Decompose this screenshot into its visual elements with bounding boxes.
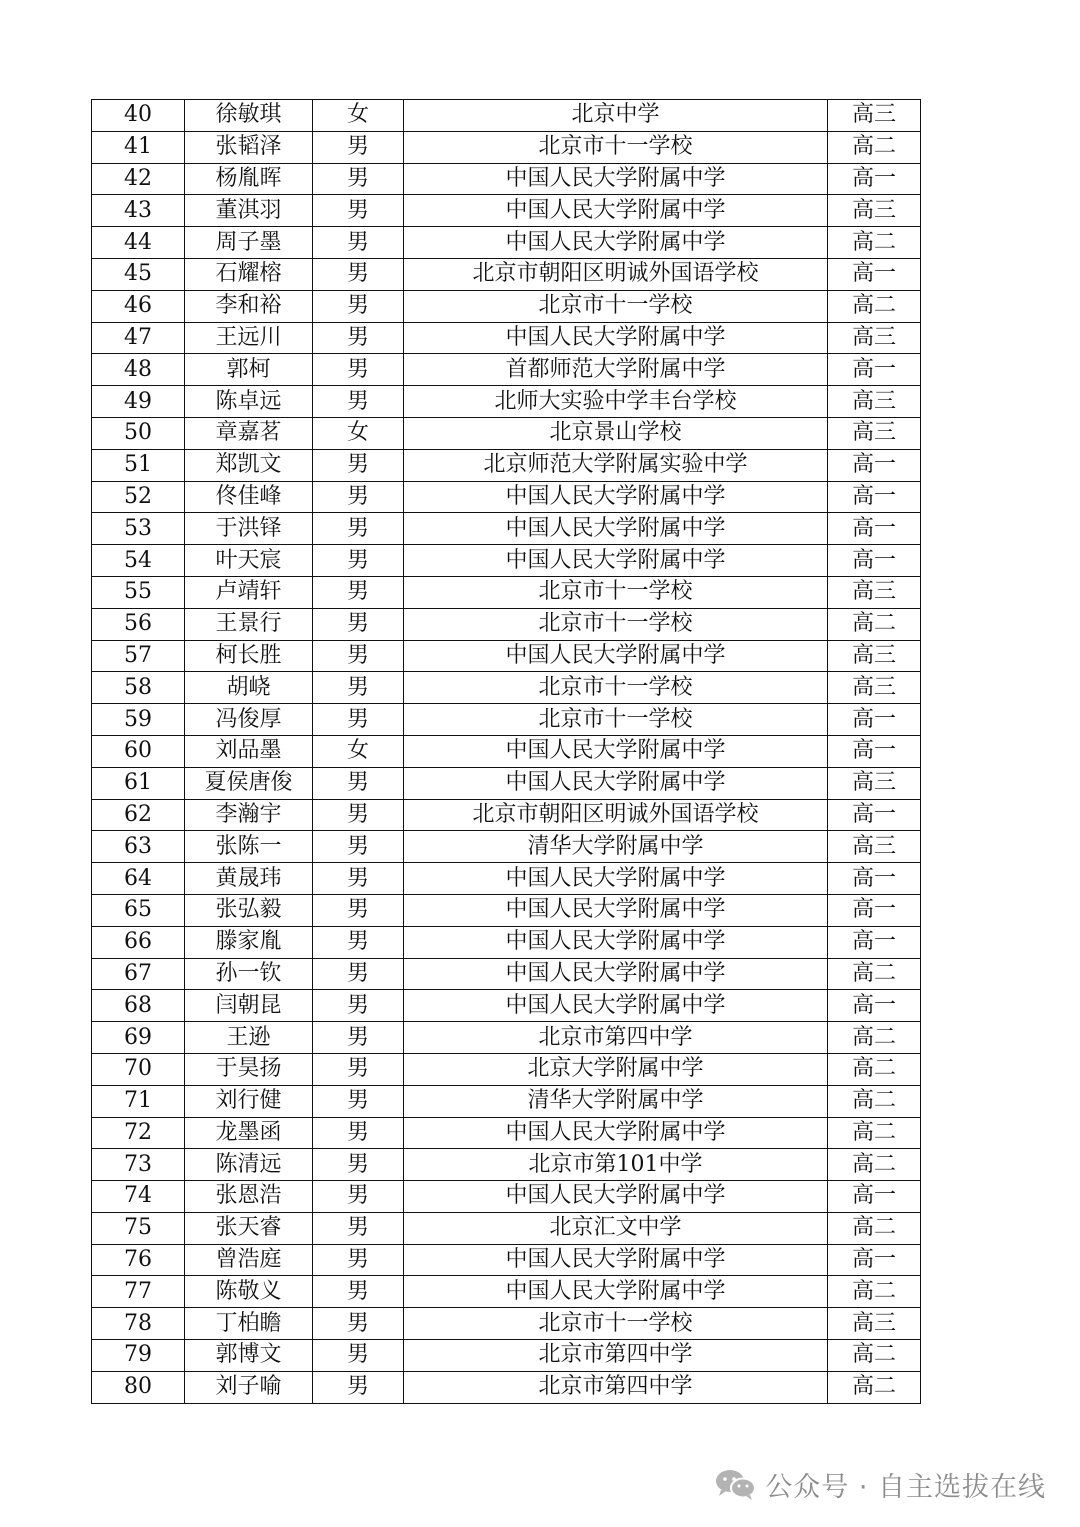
school-cell: 中国人民大学附属中学	[404, 990, 828, 1022]
row-number-cell: 52	[92, 481, 185, 513]
grade-cell: 高一	[828, 1244, 921, 1276]
student-name-cell: 石耀榕	[185, 258, 313, 290]
student-name-cell: 曾浩庭	[185, 1244, 313, 1276]
gender-cell: 男	[313, 831, 404, 863]
gender-cell: 男	[313, 894, 404, 926]
grade-cell: 高一	[828, 894, 921, 926]
grade-cell: 高三	[828, 100, 921, 132]
school-cell: 北京市十一学校	[404, 608, 828, 640]
table-row	[92, 1371, 921, 1403]
table-row	[92, 227, 921, 259]
school-cell: 中国人民大学附属中学	[404, 195, 828, 227]
row-number-cell: 53	[92, 513, 185, 545]
gender-cell: 男	[313, 1212, 404, 1244]
school-cell: 北京市朝阳区明诚外国语学校	[404, 258, 828, 290]
table-row	[92, 735, 921, 767]
student-name-cell: 刘子喻	[185, 1371, 313, 1403]
gender-cell: 男	[313, 131, 404, 163]
gender-cell: 男	[313, 1053, 404, 1085]
student-name-cell: 章嘉茗	[185, 417, 313, 449]
student-name-cell: 王远川	[185, 322, 313, 354]
row-number-cell: 67	[92, 958, 185, 990]
student-name-cell: 徐敏琪	[185, 100, 313, 132]
student-name-cell: 李和裕	[185, 290, 313, 322]
student-name-cell: 张韬泽	[185, 131, 313, 163]
row-number-cell: 79	[92, 1340, 185, 1372]
student-name-cell: 夏侯唐俊	[185, 767, 313, 799]
grade-cell: 高三	[828, 831, 921, 863]
grade-cell: 高二	[828, 1340, 921, 1372]
row-number-cell: 78	[92, 1308, 185, 1340]
table-row	[92, 1085, 921, 1117]
grade-cell: 高二	[828, 958, 921, 990]
student-name-cell: 陈卓远	[185, 386, 313, 418]
student-roster-table	[91, 99, 921, 1404]
table-row	[92, 608, 921, 640]
grade-cell: 高一	[828, 926, 921, 958]
school-cell: 首都师范大学附属中学	[404, 354, 828, 386]
table-row	[92, 672, 921, 704]
table-row	[92, 958, 921, 990]
grade-cell: 高三	[828, 322, 921, 354]
table-row	[92, 576, 921, 608]
table-row	[92, 100, 921, 132]
grade-cell: 高二	[828, 1149, 921, 1181]
gender-cell: 男	[313, 704, 404, 736]
row-number-cell: 69	[92, 1022, 185, 1054]
row-number-cell: 57	[92, 640, 185, 672]
gender-cell: 男	[313, 1308, 404, 1340]
school-cell: 中国人民大学附属中学	[404, 958, 828, 990]
grade-cell: 高二	[828, 608, 921, 640]
row-number-cell: 46	[92, 290, 185, 322]
school-cell: 北京中学	[404, 100, 828, 132]
school-cell: 中国人民大学附属中学	[404, 767, 828, 799]
school-cell: 清华大学附属中学	[404, 1085, 828, 1117]
grade-cell: 高三	[828, 672, 921, 704]
grade-cell: 高一	[828, 513, 921, 545]
gender-cell: 男	[313, 990, 404, 1022]
student-name-cell: 丁柏瞻	[185, 1308, 313, 1340]
gender-cell: 男	[313, 672, 404, 704]
student-name-cell: 陈敬义	[185, 1276, 313, 1308]
row-number-cell: 43	[92, 195, 185, 227]
student-name-cell: 郭博文	[185, 1340, 313, 1372]
grade-cell: 高一	[828, 735, 921, 767]
row-number-cell: 68	[92, 990, 185, 1022]
table-row	[92, 704, 921, 736]
gender-cell: 男	[313, 449, 404, 481]
row-number-cell: 70	[92, 1053, 185, 1085]
table-row	[92, 1212, 921, 1244]
row-number-cell: 61	[92, 767, 185, 799]
school-cell: 中国人民大学附属中学	[404, 227, 828, 259]
student-name-cell: 黄晟玮	[185, 863, 313, 895]
grade-cell: 高二	[828, 1371, 921, 1403]
gender-cell: 男	[313, 195, 404, 227]
grade-cell: 高一	[828, 799, 921, 831]
gender-cell: 男	[313, 481, 404, 513]
table-row	[92, 1117, 921, 1149]
gender-cell: 男	[313, 1117, 404, 1149]
gender-cell: 男	[313, 163, 404, 195]
row-number-cell: 65	[92, 894, 185, 926]
grade-cell: 高二	[828, 290, 921, 322]
grade-cell: 高一	[828, 449, 921, 481]
student-name-cell: 于昊扬	[185, 1053, 313, 1085]
row-number-cell: 44	[92, 227, 185, 259]
gender-cell: 男	[313, 1244, 404, 1276]
school-cell: 北京市十一学校	[404, 131, 828, 163]
school-cell: 北京市十一学校	[404, 290, 828, 322]
grade-cell: 高一	[828, 1181, 921, 1213]
school-cell: 中国人民大学附属中学	[404, 926, 828, 958]
school-cell: 中国人民大学附属中学	[404, 863, 828, 895]
table-row	[92, 163, 921, 195]
table-row	[92, 1308, 921, 1340]
school-cell: 中国人民大学附属中学	[404, 894, 828, 926]
student-name-cell: 刘品墨	[185, 735, 313, 767]
table-row	[92, 1149, 921, 1181]
gender-cell: 男	[313, 322, 404, 354]
table-row	[92, 1244, 921, 1276]
table-row	[92, 799, 921, 831]
student-name-cell: 刘行健	[185, 1085, 313, 1117]
watermark-text: 公众号 · 自主选拔在线	[765, 1471, 1046, 1503]
school-cell: 中国人民大学附属中学	[404, 640, 828, 672]
grade-cell: 高二	[828, 1276, 921, 1308]
grade-cell: 高一	[828, 863, 921, 895]
row-number-cell: 50	[92, 417, 185, 449]
wechat-icon	[713, 1467, 757, 1501]
row-number-cell: 63	[92, 831, 185, 863]
table-row	[92, 386, 921, 418]
gender-cell: 男	[313, 513, 404, 545]
student-name-cell: 李瀚宇	[185, 799, 313, 831]
school-cell: 中国人民大学附属中学	[404, 163, 828, 195]
row-number-cell: 48	[92, 354, 185, 386]
grade-cell: 高二	[828, 131, 921, 163]
watermark	[713, 1464, 1046, 1504]
table-row	[92, 417, 921, 449]
grade-cell: 高一	[828, 545, 921, 577]
grade-cell: 高一	[828, 481, 921, 513]
school-cell: 北京大学附属中学	[404, 1053, 828, 1085]
student-name-cell: 闫朝昆	[185, 990, 313, 1022]
school-cell: 中国人民大学附属中学	[404, 513, 828, 545]
student-name-cell: 王逊	[185, 1022, 313, 1054]
grade-cell: 高一	[828, 704, 921, 736]
table-row	[92, 354, 921, 386]
table-row	[92, 831, 921, 863]
table-row	[92, 1276, 921, 1308]
row-number-cell: 55	[92, 576, 185, 608]
school-cell: 中国人民大学附属中学	[404, 1276, 828, 1308]
student-name-cell: 卢靖轩	[185, 576, 313, 608]
table-row	[92, 1022, 921, 1054]
student-name-cell: 郭柯	[185, 354, 313, 386]
table-row	[92, 926, 921, 958]
school-cell: 中国人民大学附属中学	[404, 481, 828, 513]
table-row	[92, 990, 921, 1022]
student-name-cell: 董淇羽	[185, 195, 313, 227]
row-number-cell: 76	[92, 1244, 185, 1276]
row-number-cell: 56	[92, 608, 185, 640]
school-cell: 北京市十一学校	[404, 1308, 828, 1340]
row-number-cell: 51	[92, 449, 185, 481]
gender-cell: 男	[313, 290, 404, 322]
row-number-cell: 75	[92, 1212, 185, 1244]
row-number-cell: 40	[92, 100, 185, 132]
table-row	[92, 513, 921, 545]
student-name-cell: 杨胤晖	[185, 163, 313, 195]
row-number-cell: 77	[92, 1276, 185, 1308]
table-row	[92, 195, 921, 227]
gender-cell: 男	[313, 799, 404, 831]
table-row	[92, 290, 921, 322]
school-cell: 中国人民大学附属中学	[404, 1244, 828, 1276]
school-cell: 中国人民大学附属中学	[404, 1181, 828, 1213]
row-number-cell: 45	[92, 258, 185, 290]
gender-cell: 男	[313, 227, 404, 259]
table-row	[92, 1053, 921, 1085]
gender-cell: 男	[313, 1276, 404, 1308]
table-row	[92, 131, 921, 163]
gender-cell: 男	[313, 1085, 404, 1117]
student-name-cell: 冯俊厚	[185, 704, 313, 736]
gender-cell: 男	[313, 576, 404, 608]
school-cell: 北京景山学校	[404, 417, 828, 449]
gender-cell: 男	[313, 1022, 404, 1054]
gender-cell: 男	[313, 608, 404, 640]
school-cell: 北京师范大学附属实验中学	[404, 449, 828, 481]
gender-cell: 男	[313, 1181, 404, 1213]
school-cell: 北京市第四中学	[404, 1371, 828, 1403]
table-row	[92, 481, 921, 513]
grade-cell: 高三	[828, 195, 921, 227]
school-cell: 中国人民大学附属中学	[404, 735, 828, 767]
school-cell: 北京市朝阳区明诚外国语学校	[404, 799, 828, 831]
grade-cell: 高二	[828, 1117, 921, 1149]
grade-cell: 高一	[828, 354, 921, 386]
student-name-cell: 郑凯文	[185, 449, 313, 481]
row-number-cell: 64	[92, 863, 185, 895]
grade-cell: 高三	[828, 767, 921, 799]
row-number-cell: 47	[92, 322, 185, 354]
student-name-cell: 龙墨函	[185, 1117, 313, 1149]
school-cell: 中国人民大学附属中学	[404, 322, 828, 354]
grade-cell: 高二	[828, 227, 921, 259]
student-name-cell: 张恩浩	[185, 1181, 313, 1213]
student-name-cell: 佟佳峰	[185, 481, 313, 513]
student-name-cell: 叶天宸	[185, 545, 313, 577]
gender-cell: 男	[313, 640, 404, 672]
row-number-cell: 72	[92, 1117, 185, 1149]
grade-cell: 高一	[828, 258, 921, 290]
row-number-cell: 74	[92, 1181, 185, 1213]
row-number-cell: 42	[92, 163, 185, 195]
grade-cell: 高三	[828, 386, 921, 418]
row-number-cell: 80	[92, 1371, 185, 1403]
school-cell: 中国人民大学附属中学	[404, 545, 828, 577]
grade-cell: 高三	[828, 417, 921, 449]
gender-cell: 男	[313, 258, 404, 290]
row-number-cell: 58	[92, 672, 185, 704]
row-number-cell: 54	[92, 545, 185, 577]
gender-cell: 男	[313, 958, 404, 990]
row-number-cell: 62	[92, 799, 185, 831]
gender-cell: 女	[313, 100, 404, 132]
student-name-cell: 王景行	[185, 608, 313, 640]
grade-cell: 高三	[828, 1308, 921, 1340]
school-cell: 北京汇文中学	[404, 1212, 828, 1244]
row-number-cell: 59	[92, 704, 185, 736]
grade-cell: 高三	[828, 640, 921, 672]
table-row	[92, 863, 921, 895]
school-cell: 清华大学附属中学	[404, 831, 828, 863]
student-name-cell: 张陈一	[185, 831, 313, 863]
gender-cell: 男	[313, 863, 404, 895]
school-cell: 北京市第四中学	[404, 1340, 828, 1372]
gender-cell: 女	[313, 417, 404, 449]
gender-cell: 男	[313, 1340, 404, 1372]
student-name-cell: 周子墨	[185, 227, 313, 259]
school-cell: 北京市十一学校	[404, 704, 828, 736]
gender-cell: 男	[313, 926, 404, 958]
student-name-cell: 胡峣	[185, 672, 313, 704]
table-row	[92, 894, 921, 926]
grade-cell: 高二	[828, 1022, 921, 1054]
student-name-cell: 柯长胜	[185, 640, 313, 672]
grade-cell: 高二	[828, 1212, 921, 1244]
table-row	[92, 640, 921, 672]
table-row	[92, 545, 921, 577]
student-name-cell: 张弘毅	[185, 894, 313, 926]
table-row	[92, 767, 921, 799]
gender-cell: 女	[313, 735, 404, 767]
school-cell: 中国人民大学附属中学	[404, 1117, 828, 1149]
gender-cell: 男	[313, 1149, 404, 1181]
table-row	[92, 449, 921, 481]
gender-cell: 男	[313, 386, 404, 418]
grade-cell: 高一	[828, 163, 921, 195]
student-name-cell: 张天睿	[185, 1212, 313, 1244]
grade-cell: 高二	[828, 1085, 921, 1117]
row-number-cell: 60	[92, 735, 185, 767]
school-cell: 北京市十一学校	[404, 576, 828, 608]
school-cell: 北师大实验中学丰台学校	[404, 386, 828, 418]
school-cell: 北京市十一学校	[404, 672, 828, 704]
table-row	[92, 1340, 921, 1372]
student-name-cell: 陈清远	[185, 1149, 313, 1181]
gender-cell: 男	[313, 1371, 404, 1403]
table-row	[92, 322, 921, 354]
student-name-cell: 滕家胤	[185, 926, 313, 958]
gender-cell: 男	[313, 767, 404, 799]
gender-cell: 男	[313, 354, 404, 386]
grade-cell: 高三	[828, 576, 921, 608]
row-number-cell: 71	[92, 1085, 185, 1117]
grade-cell: 高二	[828, 1053, 921, 1085]
roster-body	[92, 100, 921, 1404]
gender-cell: 男	[313, 545, 404, 577]
school-cell: 北京市第四中学	[404, 1022, 828, 1054]
row-number-cell: 66	[92, 926, 185, 958]
grade-cell: 高一	[828, 990, 921, 1022]
student-name-cell: 孙一钦	[185, 958, 313, 990]
table-row	[92, 258, 921, 290]
table-row	[92, 1181, 921, 1213]
row-number-cell: 41	[92, 131, 185, 163]
school-cell: 北京市第101中学	[404, 1149, 828, 1181]
student-name-cell: 于洪铎	[185, 513, 313, 545]
row-number-cell: 73	[92, 1149, 185, 1181]
row-number-cell: 49	[92, 386, 185, 418]
